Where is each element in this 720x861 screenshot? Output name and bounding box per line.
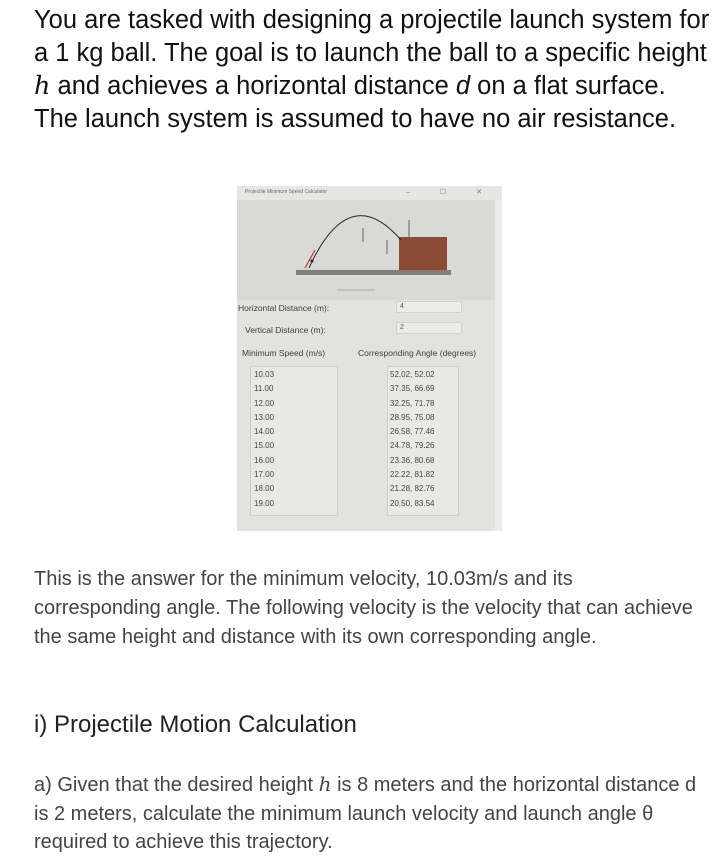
question-variable-h: h <box>318 772 332 796</box>
speed-row: 13.00 <box>254 412 275 422</box>
angle-row: 37.35, 66.69 <box>390 384 435 394</box>
speed-row: 12.00 <box>254 398 275 408</box>
angle-row: 28.95, 75.08 <box>390 412 435 422</box>
angle-list <box>390 368 434 511</box>
speed-row: 16.00 <box>254 455 275 465</box>
problem-text-2: and achieves a horizontal distance <box>50 72 456 100</box>
trajectory-plot <box>237 200 502 300</box>
angle-row: 24.78, 79.26 <box>390 441 435 451</box>
speed-row: 19.00 <box>254 498 275 508</box>
window-controls: – ☐ ✕ <box>406 189 496 196</box>
calculator-window-title: Projectile Minimum Speed Calculator <box>245 189 327 195</box>
question-text-2: is 8 meters and the horizontal distance d is 2 meters, calculate the minimum launch velocity and launch angle θ required to achieve this trajectory. <box>34 774 697 853</box>
horizontal-distance-input: 4 <box>396 301 462 313</box>
minimum-speed-header: Minimum Speed (m/s) <box>242 348 326 358</box>
angle-row: 52.02, 52.02 <box>390 370 435 379</box>
speed-row: 15.00 <box>254 441 275 451</box>
target-box <box>399 237 447 270</box>
angle-row: 23.36, 80.68 <box>390 455 435 465</box>
angle-row: 21.28, 82.76 <box>390 484 435 494</box>
problem-text-1: You are tasked with designing a projectile launch system for a 1 kg ball. The goal is to launch the ball to a specific height <box>34 6 710 67</box>
speed-row: 17.00 <box>254 470 275 480</box>
speed-row: 10.03 <box>254 370 275 379</box>
horizontal-distance-label: Horizontal Distance (m): <box>238 303 330 313</box>
angle-row: 26.58, 77.46 <box>390 427 435 437</box>
calculator-screenshot-photo <box>237 186 502 531</box>
speed-row: 11.00 <box>254 384 274 394</box>
variable-d: d <box>455 72 471 100</box>
angle-row: 32.25, 71.78 <box>390 398 435 408</box>
calculator-scrollbar <box>495 200 502 531</box>
question-text-1: a) Given that the desired height <box>34 774 319 796</box>
speed-list <box>254 368 274 511</box>
problem-text-3: on a flat surface. The launch system is assumed to have no air resistance. <box>34 72 677 133</box>
section-heading: i) Projectile Motion Calculation <box>34 711 357 738</box>
explanation-text: This is the answer for the minimum velocity, 10.03m/s and its corresponding angle. The following velocity is the velocity that can achieve the same height and distance with its own corresponding angle. <box>34 568 693 648</box>
ground-strip <box>296 270 451 275</box>
speed-row: 14.00 <box>254 427 275 437</box>
calculator-title-bar <box>237 186 502 200</box>
ball <box>310 259 313 262</box>
speed-row: 18.00 <box>254 484 275 494</box>
vertical-distance-input: 2 <box>396 322 462 334</box>
corresponding-angle-header: Corresponding Angle (degrees) <box>358 348 477 358</box>
angle-row: 22.22, 81.82 <box>390 470 435 480</box>
problem-statement <box>34 4 714 136</box>
question-text <box>34 770 704 857</box>
variable-h: h <box>34 71 51 101</box>
angle-row: 20.50, 83.54 <box>390 498 435 508</box>
vertical-distance-label: Vertical Distance (m): <box>245 325 326 335</box>
